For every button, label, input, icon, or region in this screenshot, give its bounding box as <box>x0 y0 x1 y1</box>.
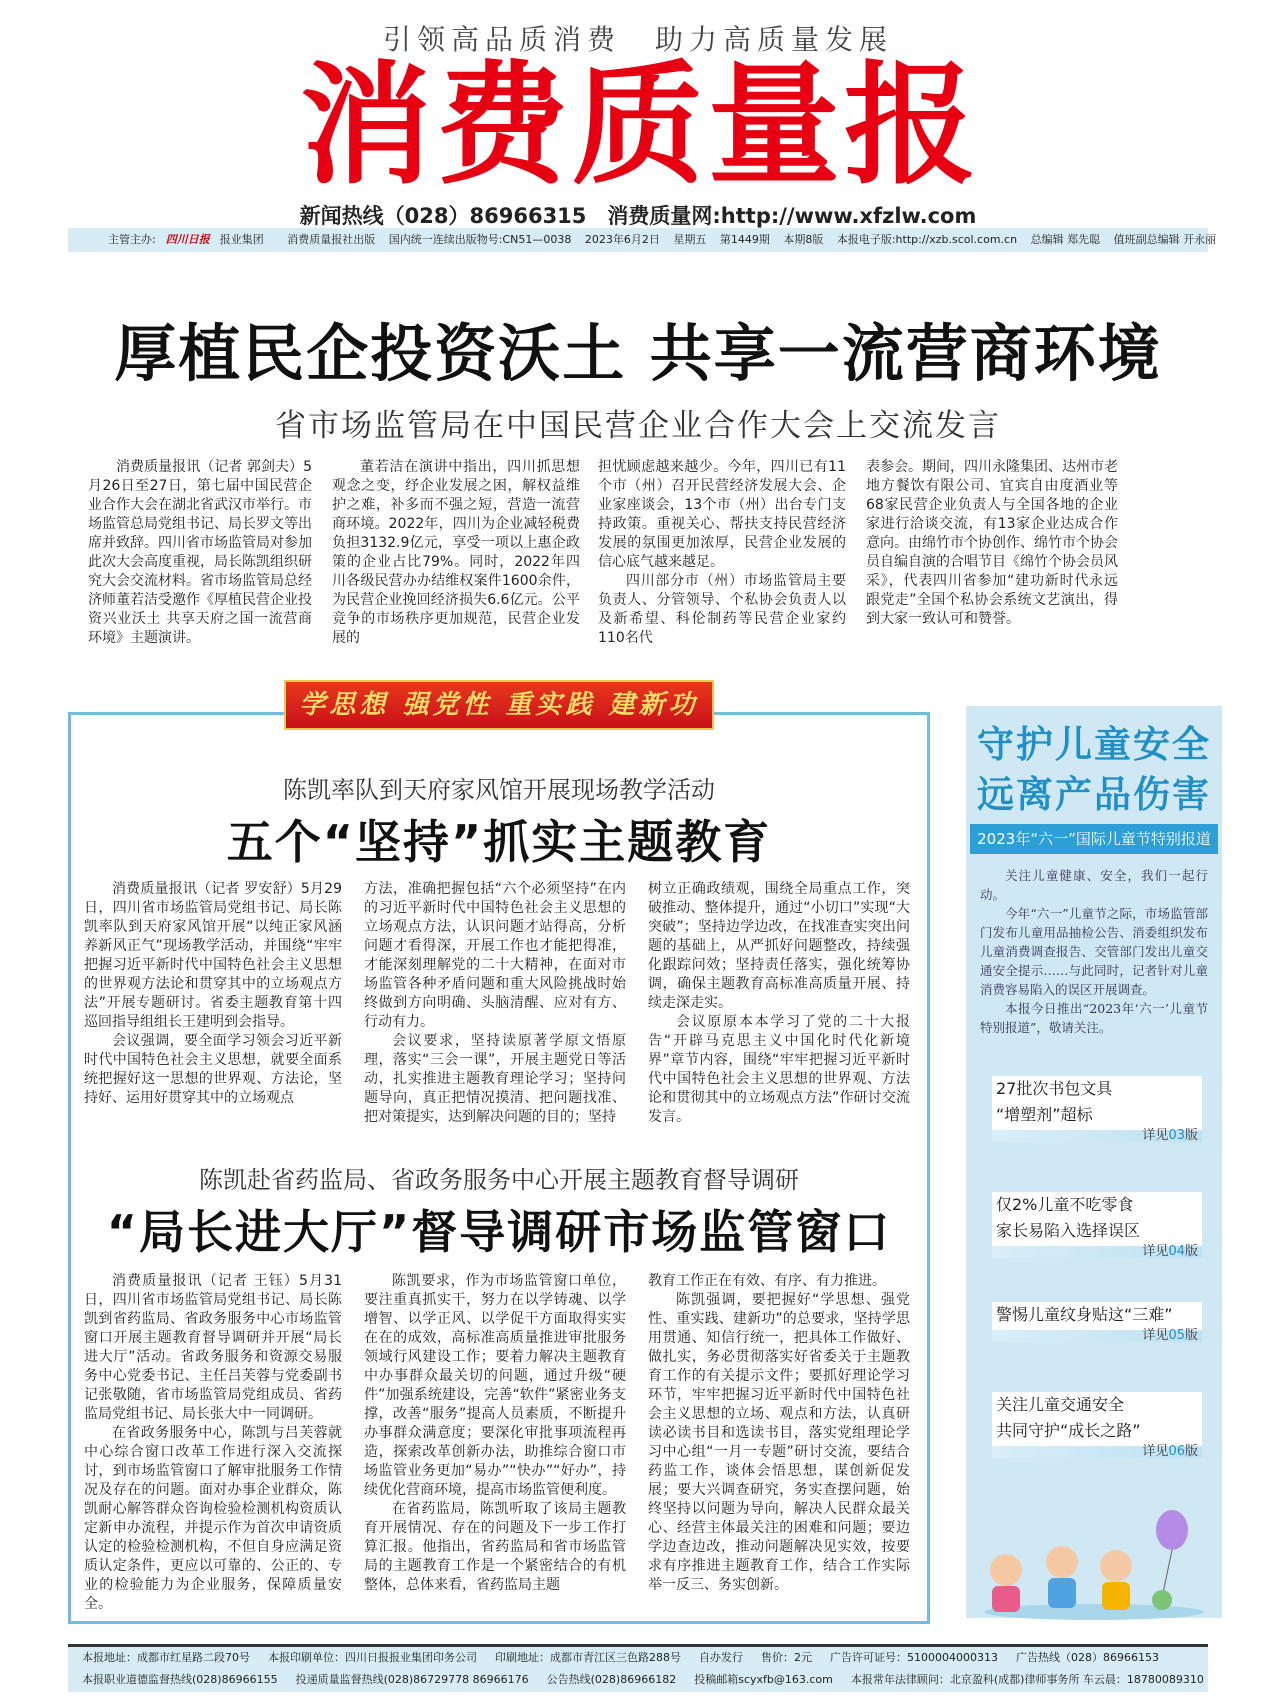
publisher: 消费质量报社出版 <box>287 233 376 246</box>
issue-number: 第1449期 <box>719 233 770 246</box>
article1-headline: 五个“坚持”抓实主题教育 <box>226 815 772 869</box>
lead-column-2: 董若洁在演讲中指出，四川抓思想观念之变，纾企业发展之困，解权益维护之难，补多而不强之短，营造一流营商环境。2022年，四川为企业减轻税费负担3132.9亿元，享受一项以上惠企政策的企业占比79%。同时，2022年四川各级民营办办结维权案件1600余件，为民营企业挽回经济损失6.6亿元。公平竞争的市场秩序更加规范，民营企业发展的 <box>332 459 580 646</box>
see-page-04: 详见04版 <box>992 1246 1202 1258</box>
chief-editor: 总编辑 郑先聪 <box>1030 233 1101 246</box>
children-safety-sidebar <box>966 706 1222 1618</box>
weekday: 星期五 <box>673 233 707 246</box>
article2-subheadline: 陈凯赴省药监局、省政务服务中心开展主题教育督导调研 <box>199 1166 799 1194</box>
article1-column-3: 树立正确政绩观，围绕全局重点工作，突破推动、整体提升，通过“小切口”实现“大突破”；坚持边学边改，在找准查实突出问题的基础上，从严抓好问题整改，持续强化跟踪问效；坚持责任落实，强化统筹协调，确保主题教育高标准高质量开展、持续走深走实。 会议原原本本学习了党的二十大报告“开辟马克思主义中国化时代化新境界”章节内容，围绕“牢牢把握习近平新时代中国特色社会主义思想的世界观、方法论和贯彻其中的立场观点方法”作研讨交流发言。 <box>648 881 910 1125</box>
children-illustration <box>966 1500 1222 1618</box>
article1-subheadline: 陈凯率队到天府家风馆开展现场教学活动 <box>283 776 715 804</box>
sidebar-tag: 2023年“六一”国际儿童节特别报道 <box>970 824 1218 854</box>
sidebar-intro: 关注儿童健康、安全，我们一起行动。 今年“六一”儿童节之际，市场监管部门发布儿童用品抽检公告、消委组织发布儿童消费调查报告、交管部门发出儿童交通安全提示……与此同时，记者针对儿童消费容易陷入的误区开展调查。 本报今日推出“2023年‘六一’儿童节特别报道”，敬请关注。 <box>980 868 1208 1035</box>
masthead-title: 消费质量报 <box>300 49 980 203</box>
sidebar-item-page-06[interactable]: 关注儿童交通安全 共同守护“成长之路” 详见06版 <box>992 1392 1202 1458</box>
duty-editor: 值班副总编辑 开永丽 <box>1113 233 1217 246</box>
issue-info-bar <box>68 228 1217 252</box>
issue-date: 2023年6月2日 <box>584 233 660 246</box>
footer-row-1: 本报地址：成都市红星路二段70号 本报印刷单位：四川日报报业集团印务公司 印刷地址：成都市青江区三色路288号 自办发行 售价：2元 广告许可证号：5100004000313 广告热线（028）86966153 <box>82 1651 1159 1664</box>
article2-column-3: 教育工作正在有效、有序、有力推进。 陈凯强调，要把握好“学思想、强党性、重实践、建新功”的总要求，坚持学思用贯通、知信行统一，把具体工作做好、做扎实，务必贯彻落实好省委关于主题教育工作的有关提示文件；要抓好理论学习环节，牢牢把握习近平新时代中国特色社会主义思想的立场、观点和方法，认真研读必读书目和选读书目，落实党组理论学习中心组“一月一专题”研讨交流，要结合药监工作，谈体会悟思想，谋创新促发展；要大兴调查研究，务实查摆问题，始终坚持以问题为导向，解决人民群众最关心、经营主体最关注的困难和问题；要边学边查边改，推动问题解决见实效，按要求有序推进主题教育工作，结合工作实际举一反三、务实创新。 <box>648 1273 910 1593</box>
sidebar-item-page-05[interactable]: 警惕儿童纹身贴这“三难” 详见05版 <box>992 1302 1202 1342</box>
lead-column-1: 消费质量报讯（记者 郭剑夫）5月26日至27日，第七届中国民营企业合作大会在湖北省武汉市举行。市场监管总局党组书记、局长罗文等出席并致辞。四川省市场监管局对参加此次大会高度重视，局长陈凯组织研究大会交流材料。省市场监管局总经济师董若洁受邀作《厚植民营企业投资兴业沃土 共享天府之国一流营商环境》主题演讲。 <box>88 459 312 646</box>
article2-headline: “局长进大厅”督导调研市场监管窗口 <box>106 1205 892 1259</box>
masthead-hotline: 新闻热线（028）86966315 消费质量网:http://www.xfzlw.com <box>299 204 977 228</box>
footer <box>68 1644 1208 1692</box>
see-page-05: 详见05版 <box>992 1330 1202 1342</box>
see-page-06: 详见06版 <box>992 1446 1202 1458</box>
sponsor-label: 主管主办: 四川日报 报业集团 <box>108 233 264 246</box>
footer-row-2: 本报职业道德监督热线(028)86966155 投递质量监督热线(028)86729778 86966176 公告热线(028)86966182 投稿邮箱scyxfb@163.com 本报常年法律顾问：北京盈科(成都)律师事务所 车云晨：18780089310 <box>82 1673 1204 1686</box>
sidebar-title: 守护儿童安全 远离产品伤害 <box>977 723 1211 816</box>
lead-headline: 厚植民企投资沃土 共享一流营商环境 <box>114 317 1162 390</box>
lead-column-3: 担忧顾虑越来越少。今年，四川已有11个市（州）召开民营经济发展大会、企业家座谈会，13个市（州）出台专门支持政策。重视关心、帮扶支持民营经济发展的氛围更加浓厚，民营企业发展的信心底气越来越足。 四川部分市（州）市场监管局主要负责人、分管领导、个私协会负责人以及新希望、科伦制药等民营企业家约110名代 <box>598 459 846 646</box>
article1-column-2: 方法，准确把握包括“六个必须坚持”在内的习近平新时代中国特色社会主义思想的立场观点方法，认识问题才站得高，分析问题才看得深，开展工作也才能把得准，才能深刻理解党的二十大精神，在面对市场监管各种矛盾问题和重大风险挑战时始终做到方向明确、头脑清醒、应对有方、行动有力。 会议要求，坚持读原著学原文悟原理，落实“三会一课”，开展主题党日等活动，扎实推进主题教育理论学习；坚持问题导向，真正把情况摸清、把问题找准、把对策提实，达到解决问题的目的；坚持 <box>364 881 626 1125</box>
sidebar-item-page-03[interactable]: 27批次书包文具 “增塑剂”超标 详见03版 <box>992 1076 1202 1142</box>
feature-banner: 学思想 强党性 重实践 建新功 <box>284 680 714 730</box>
lead-column-4: 表参会。期间，四川永隆集团、达州市老地方餐饮有限公司、宜宾自由度酒业等68家民营企业负责人与全国各地的企业家进行洽谈交流，有13家企业达成合作意向。由绵竹市个协创作、绵竹市个协会员自编自演的合唱节目《绵竹个协会员风采》，代表四川省参加“建功新时代永远跟党走”全国个私协会系统文艺演出，得到大家一致认可和赞誉。 <box>866 459 1118 627</box>
epaper-link[interactable]: 本报电子版:http://xzb.scol.com.cn <box>836 233 1018 246</box>
sidebar-item-page-04[interactable]: 仅2%儿童不吃零食 家长易陷入选择误区 详见04版 <box>992 1192 1202 1258</box>
cn-number: 国内统一连续出版物号:CN51—0038 <box>388 233 572 246</box>
see-page-03: 详见03版 <box>992 1130 1202 1142</box>
article2-column-2: 陈凯要求，作为市场监管窗口单位，要注重真抓实干，努力在以学铸魂、以学增智、以学正风、以学促干方面取得实实在在的成效，高标准高质量推进审批服务领域行风建设工作；要着力解决主题教育中办事群众最关切的问题，通过升级“硬件”加强系统建设，完善“软件”紧密业务支撑，改善“服务”提高人员素质，不断提升办事群众满意度；要深化审批事项流程再造，探索改革创新办法，助推综合窗口市场监管业务更加“易办”“快办”“好办”，持续优化营商环境，提高市场监管便利度。 在省药监局，陈凯听取了该局主题教育开展情况、存在的问题及下一步工作打算汇报。他指出，省药监局和省市场监管局的主题教育工作是一个紧密结合的有机整体，总体来看，省药监局主题 <box>364 1273 626 1593</box>
masthead-slogan: 引领高品质消费 助力高质量发展 <box>382 23 893 56</box>
page-count: 本期8版 <box>783 233 824 246</box>
article2-column-1: 消费质量报讯（记者 王钰）5月31日，四川省市场监管局党组书记、局长陈凯到省药监局、省政务服务中心市场监管窗口开展主题教育督导调研并开展“局长进大厅”活动。省政务服务和资源交易服务中心党委书记、主任吕芙蓉与党委副书记张敬随，省市场监管局党组成员、省药监局党组书记、局长张大中一同调研。 在省政务服务中心，陈凯与吕芙蓉就中心综合窗口改革工作进行深入交流探讨，到市场监管窗口了解审批服务工作情况及存在的问题。面对办事企业群众，陈凯耐心解答群众咨询检验检测机构资质认定新申办流程，并提示作为首次申请资质认定的检验检测机构，不但自身应满足资质认定条件，更应以可靠的、公正的、专业的检验能力为企业服务，保障质量安全。 <box>84 1273 342 1612</box>
lead-subheadline: 省市场监管局在中国民营企业合作大会上交流发言 <box>275 408 1001 444</box>
article1-column-1: 消费质量报讯（记者 罗安舒）5月29日，四川省市场监管局党组书记、局长陈凯率队到天府家风馆开展“以纯正家风涵养新风正气”现场教学活动，并围绕“牢牢把握习近平新时代中国特色社会主义思想的世界观方法论和贯穿其中的立场观点方法”开展专题研讨。省委主题教育第十四巡回指导组组长王建明到会指导。 会议强调，要全面学习领会习近平新时代中国特色社会主义思想，就要全面系统把握好这一思想的世界观、方法论，坚持好、运用好贯穿其中的立场观点 <box>84 881 342 1106</box>
